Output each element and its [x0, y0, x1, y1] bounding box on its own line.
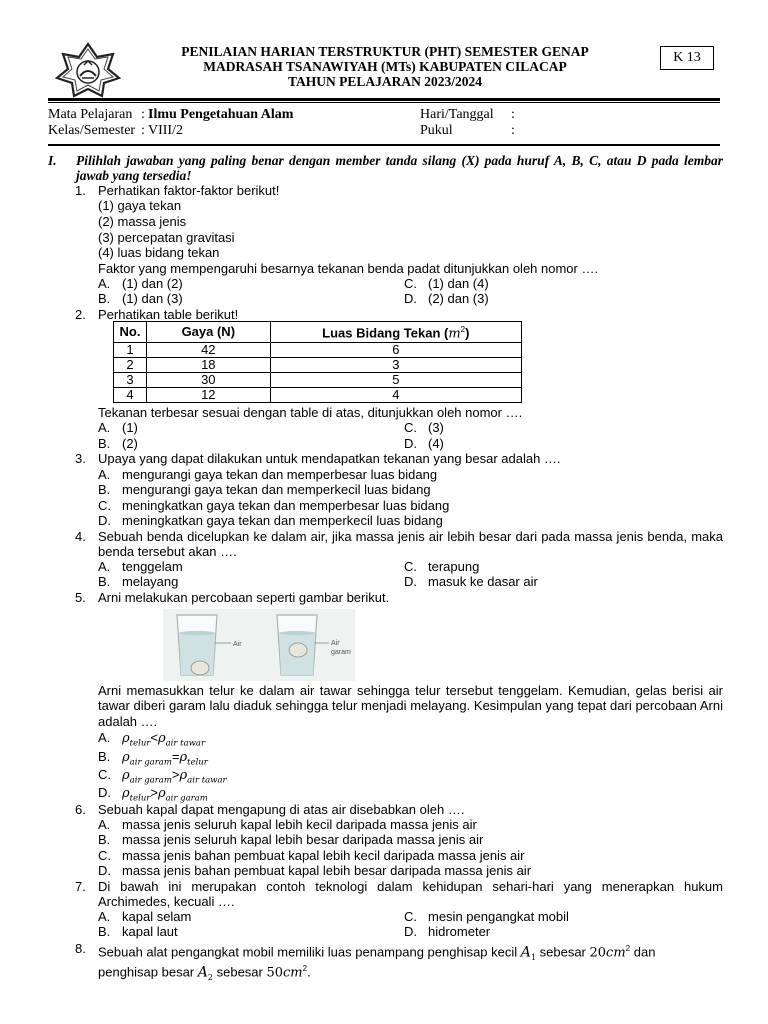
q6-text: Sebuah kapal dapat mengapung di atas air disebabkan oleh …. — [98, 802, 465, 817]
q5-a-sub2: air tawar — [165, 738, 206, 749]
q4-text: Sebuah benda dicelupkan ke dalam air, jika massa jenis air lebih besar dari pada massa jenis benda, maka benda tersebut akan …. — [98, 529, 723, 560]
q7-option-a-text: kapal selam — [122, 909, 192, 924]
area-unit-exp: 2 — [460, 324, 466, 334]
q6-option-b-text: massa jenis seluruh kapal lebih besar daripada massa jenis air — [122, 832, 484, 847]
q1-text: Perhatikan faktor-faktor berikut! — [98, 183, 280, 198]
q8-val-1: 20 — [589, 945, 607, 961]
q4-option-d — [404, 574, 538, 589]
q8-unit-1: cm — [606, 945, 626, 961]
q6-option-d — [98, 863, 531, 878]
header-rule-top — [48, 98, 720, 101]
rho-symbol: ρ — [122, 786, 130, 801]
q8-val-2: 50 — [266, 965, 284, 981]
section-number: I. — [48, 153, 57, 168]
q8-text-e: sebesar — [216, 964, 263, 980]
q6-option-a-text: massa jenis seluruh kapal lebih kecil daripada massa jenis air — [122, 817, 477, 832]
egg-experiment-figure — [163, 609, 355, 681]
table-row — [114, 343, 522, 358]
q3-option-c — [98, 498, 449, 513]
q3-option-b-letter: B. — [98, 482, 111, 497]
q2-prompt: Tekanan terbesar sesuai dengan table di atas, ditunjukkan oleh nomor …. — [98, 405, 523, 420]
q5-d-op: > — [150, 785, 158, 800]
q7-option-c — [404, 909, 569, 924]
q4-option-b-letter: B. — [98, 574, 111, 589]
q5-a-sub1: telur — [129, 738, 151, 749]
q5-option-d-letter: D. — [98, 785, 111, 800]
table-header-area — [270, 322, 521, 343]
q1-prompt: Faktor yang mempengaruhi besarnya tekanan benda padat ditunjukkan oleh nomor …. — [98, 261, 599, 276]
rho-symbol: ρ — [122, 768, 130, 783]
q8-sym-a1: A — [520, 944, 531, 961]
day-sep: : — [511, 107, 515, 122]
q1-option-d-letter: D. — [404, 291, 417, 306]
q8-number: 8. — [75, 941, 86, 956]
q2-option-c — [404, 420, 444, 435]
q8-text-b: sebesar — [539, 944, 586, 960]
q1-option-d — [404, 291, 489, 306]
q3-number: 3. — [75, 451, 86, 466]
q8-sym-a2: A — [197, 964, 208, 981]
madrasah-logo — [53, 42, 123, 98]
q5-number: 5. — [75, 590, 86, 605]
row-4-force: 12 — [146, 388, 270, 403]
question-2 — [75, 307, 723, 322]
q5-option-a-letter: A. — [98, 730, 111, 745]
q3-option-b — [98, 482, 431, 497]
area-unit: m — [448, 326, 461, 342]
q7-number: 7. — [75, 879, 86, 894]
q2-option-c-text: (3) — [428, 420, 444, 435]
q1-number: 1. — [75, 183, 86, 198]
q3-option-a — [98, 467, 437, 482]
q2-option-d-letter: D. — [404, 436, 417, 451]
info-rule — [48, 144, 720, 146]
q4-number: 4. — [75, 529, 86, 544]
row-1-no: 1 — [114, 343, 147, 358]
q6-option-a — [98, 817, 477, 832]
q4-option-d-letter: D. — [404, 574, 417, 589]
q1-item-1: (1) gaya tekan — [98, 198, 182, 213]
q5-a-op: < — [150, 730, 158, 745]
q7-option-d — [404, 924, 490, 939]
q7-option-c-letter: C. — [404, 909, 417, 924]
header-line-1: PENILAIAN HARIAN TERSTRUKTUR (PHT) SEMESTER GENAP — [181, 44, 589, 59]
q4-option-b — [98, 574, 178, 589]
q3-text: Upaya yang dapat dilakukan untuk mendapatkan tekanan yang besar adalah …. — [98, 451, 561, 466]
q2-number: 2. — [75, 307, 86, 322]
q7-option-d-letter: D. — [404, 924, 417, 939]
q2-option-b — [98, 436, 138, 451]
table-row — [114, 358, 522, 373]
q5-c-sub1: air garam — [129, 775, 172, 786]
q4-option-a-text: tenggelam — [122, 559, 183, 574]
q4-option-b-text: melayang — [122, 574, 179, 589]
q4-option-c-text: terapung — [428, 559, 480, 574]
table-header-row — [114, 322, 522, 343]
q8-unit-2: cm — [283, 965, 303, 981]
question-6 — [75, 802, 723, 817]
q1-option-b-text: (1) dan (3) — [122, 291, 183, 306]
question-1 — [75, 183, 723, 198]
class-label: Kelas/Semester — [48, 123, 136, 138]
q3-option-d — [98, 513, 443, 528]
rho-symbol: ρ — [157, 731, 166, 746]
question-5 — [75, 590, 723, 605]
q1-option-d-text: (2) dan (3) — [428, 291, 489, 306]
row-3-area: 5 — [270, 373, 521, 388]
q5-prompt: Arni memasukkan telur ke dalam air tawar sehingga telur tersebut tenggelam. Kemudian, gelas berisi air tawar diberi garam lalu diaduk sehingga telur menjadi melayang. Kesimpulan yang tepat dari percobaan Arni adalah …. — [98, 683, 723, 729]
row-4-no: 4 — [114, 388, 147, 403]
q8-line-2 — [98, 961, 311, 985]
subject-value: Ilmu Pengetahuan Alam — [148, 107, 294, 122]
q5-d-sub2: air garam — [165, 793, 208, 804]
rho-symbol: ρ — [157, 786, 166, 801]
question-4 — [75, 529, 723, 560]
q8-end: . — [307, 964, 311, 980]
q2-option-a-text: (1) — [122, 420, 138, 435]
row-2-no: 2 — [114, 358, 147, 373]
q7-option-a — [98, 909, 191, 924]
q7-option-b-text: kapal laut — [122, 924, 178, 939]
row-1-area: 6 — [270, 343, 521, 358]
q2-text: Perhatikan table berikut! — [98, 307, 239, 322]
q6-option-b — [98, 832, 483, 847]
figure-label-air: Air — [233, 641, 242, 648]
q4-option-c — [404, 559, 479, 574]
row-2-area: 3 — [270, 358, 521, 373]
table-header-force: Gaya (N) — [146, 322, 270, 343]
q3-option-c-text: meningkatkan gaya tekan dan memperbesar luas bidang — [122, 498, 450, 513]
q6-number: 6. — [75, 802, 86, 817]
rho-symbol: ρ — [179, 750, 188, 765]
q3-option-c-letter: C. — [98, 498, 111, 513]
q3-option-a-letter: A. — [98, 467, 111, 482]
table-row — [114, 373, 522, 388]
curriculum-box: K 13 — [660, 46, 714, 70]
q2-option-d — [404, 436, 444, 451]
q5-option-b-letter: B. — [98, 749, 111, 764]
subject-label: Mata Pelajaran — [48, 107, 133, 122]
table-header-no: No. — [114, 322, 147, 343]
q2-option-a — [98, 420, 138, 435]
q8-sym-a2-sub: 2 — [207, 972, 213, 982]
q1-option-c-text: (1) dan (4) — [428, 276, 489, 291]
q2-option-d-text: (4) — [428, 436, 444, 451]
row-3-no: 3 — [114, 373, 147, 388]
q5-text: Arni melakukan percobaan seperti gambar berikut. — [98, 590, 390, 605]
q1-option-c — [404, 276, 489, 291]
time-label: Pukul — [420, 123, 453, 138]
q7-option-b — [98, 924, 178, 939]
q8-text-d: penghisap besar — [98, 964, 195, 980]
q1-item-2: (2) massa jenis — [98, 214, 187, 229]
q1-item-4: (4) luas bidang tekan — [98, 245, 220, 260]
instruction-text: Pilihlah jawaban yang paling benar dengan member tanda silang (X) pada huruf A, B, C, atau D pada lembar jawab yang tersedia! — [76, 153, 723, 183]
q7-text: Di bawah ini merupakan contoh teknologi dalam kehidupan sehari-hari yang menerapkan hukum Archimedes, kecuali …. — [98, 879, 723, 910]
day-label: Hari/Tanggal — [420, 107, 494, 122]
q1-item-3: (3) percepatan gravitasi — [98, 230, 235, 245]
q3-option-a-text: mengurangi gaya tekan dan memperbesar luas bidang — [122, 467, 438, 482]
q2-option-c-letter: C. — [404, 420, 417, 435]
q2-option-b-letter: B. — [98, 436, 111, 451]
pressure-table — [113, 321, 522, 403]
header-line-3: TAHUN PELAJARAN 2023/2024 — [287, 74, 482, 89]
q1-option-a — [98, 276, 183, 291]
figure-label-garam: garam — [331, 649, 351, 656]
q6-option-d-text: massa jenis bahan pembuat kapal lebih besar daripada massa jenis air — [122, 863, 532, 878]
q5-c-op: > — [171, 767, 180, 782]
q1-option-c-letter: C. — [404, 276, 417, 291]
rho-symbol: ρ — [179, 768, 188, 783]
q1-option-a-letter: A. — [98, 276, 111, 291]
q2-option-a-letter: A. — [98, 420, 111, 435]
row-3-force: 30 — [146, 373, 270, 388]
q5-c-sub2: air tawar — [187, 775, 227, 786]
figure-label-air-2: Air — [331, 640, 340, 647]
q1-option-b-letter: B. — [98, 291, 111, 306]
time-sep: : — [511, 123, 515, 138]
q3-option-d-text: meningkatkan gaya tekan dan memperkecil luas bidang — [122, 513, 443, 528]
header-rule-thin — [48, 102, 720, 103]
subject-sep: : — [141, 107, 145, 122]
rho-symbol: ρ — [122, 731, 130, 746]
class-sep: : — [141, 123, 145, 138]
q7-option-b-letter: B. — [98, 924, 111, 939]
q8-exp-1: 2 — [625, 944, 631, 953]
q5-b-sub1: air garam — [129, 757, 172, 768]
q7-option-a-letter: A. — [98, 909, 111, 924]
q1-option-a-text: (1) dan (2) — [122, 276, 183, 291]
q7-option-c-text: mesin pengangkat mobil — [428, 909, 569, 924]
q3-option-d-letter: D. — [98, 513, 111, 528]
q4-option-c-letter: C. — [404, 559, 417, 574]
area-header-label: Luas Bidang Tekan ( — [322, 325, 449, 341]
area-header-close: ) — [465, 325, 470, 341]
q1-option-b — [98, 291, 183, 306]
q8-sym-a1-sub: 1 — [530, 952, 536, 962]
q4-option-a-letter: A. — [98, 559, 111, 574]
q6-option-c-text: massa jenis bahan pembuat kapal lebih kecil daripada massa jenis air — [122, 848, 525, 863]
q5-option-c-letter: C. — [98, 767, 111, 782]
header-line-2: MADRASAH TSANAWIYAH (MTs) KABUPATEN CILACAP — [203, 59, 567, 74]
q6-option-a-letter: A. — [98, 817, 111, 832]
q2-option-b-text: (2) — [122, 436, 138, 451]
question-3 — [75, 451, 723, 466]
row-1-force: 42 — [146, 343, 270, 358]
rho-symbol: ρ — [122, 750, 130, 765]
row-2-force: 18 — [146, 358, 270, 373]
q6-option-c — [98, 848, 525, 863]
q6-option-d-letter: D. — [98, 863, 111, 878]
q4-option-d-text: masuk ke dasar air — [428, 574, 538, 589]
q8-text-c: dan — [633, 944, 656, 960]
q7-option-d-text: hidrometer — [428, 924, 491, 939]
table-row — [114, 388, 522, 403]
q5-prompt-block — [98, 683, 723, 729]
q5-b-op: = — [171, 749, 180, 764]
q5-b-sub2: telur — [187, 757, 208, 768]
q4-option-a — [98, 559, 183, 574]
exam-header — [140, 44, 630, 89]
row-4-area: 4 — [270, 388, 521, 403]
class-value: VIII/2 — [148, 123, 183, 138]
q8-text-a: Sebuah alat pengangkat mobil memiliki luas penampang penghisap kecil — [98, 944, 518, 960]
q6-option-b-letter: B. — [98, 832, 111, 847]
instruction — [48, 153, 723, 183]
q8-exp-2: 2 — [302, 964, 308, 973]
q6-option-c-letter: C. — [98, 848, 111, 863]
q3-option-b-text: mengurangi gaya tekan dan memperkecil luas bidang — [122, 482, 431, 497]
question-7 — [75, 879, 723, 910]
q5-d-sub1: telur — [129, 793, 151, 804]
